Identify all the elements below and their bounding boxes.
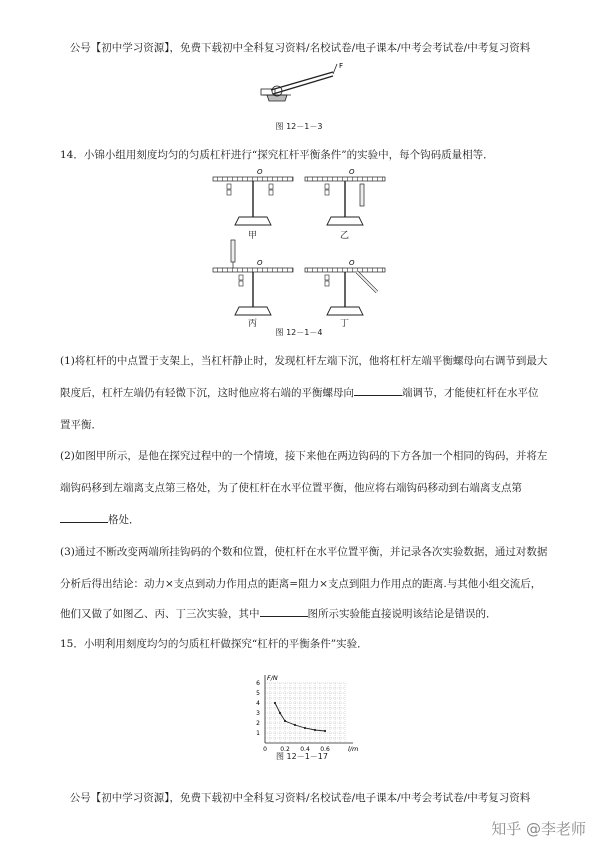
q14-p1-line2 (60, 385, 539, 400)
force-label: F (339, 62, 344, 70)
y-tick-label: 6 (256, 680, 260, 687)
y-tick-label: 4 (256, 700, 260, 707)
figure-12-1-4-caption: 图 12－1－4 (275, 328, 323, 337)
label-yi: 乙 (340, 231, 350, 241)
q14-p2-line3-tail: 格处． (108, 514, 140, 526)
q14-p2-line3 (60, 512, 140, 527)
answer-blank-2[interactable] (60, 513, 108, 523)
x-axis-label: l/m (348, 745, 358, 753)
svg-text:O: O (349, 168, 355, 176)
svg-text:O: O (349, 259, 355, 267)
label-jia: 甲 (248, 231, 258, 241)
y-tick-label: 1 (256, 730, 260, 737)
answer-blank-3[interactable] (260, 607, 308, 617)
lever-jia (213, 168, 293, 225)
label-ding: 丁 (340, 319, 350, 329)
q15-text: 15．小明利用刻度均匀的匀质杠杆做探究“杠杆的平衡条件”实验． (60, 638, 368, 650)
x-tick-label: 0 (263, 746, 267, 753)
q14-p3-line3-tail: 图所示实验能直接说明该结论是错误的． (307, 608, 497, 620)
data-point (324, 730, 326, 732)
q14-p2-line1: (2)如图甲所示，是他在探究过程中的一个情境，接下来他在两边钩码的下方各加一个相同的钩码，并将左 (60, 450, 548, 462)
q14-p3-line3-text: 他们又做了如图乙、丙、丁三次实验，其中 (60, 608, 260, 620)
q14-p3-line2: 分析后得出结论：动力×支点到动力作用点的距离=阻力×支点到阻力作用点的距离.与其他小组交流后， (60, 578, 542, 590)
data-point (294, 724, 296, 726)
q14-p2-line2: 端钩码移到左端离支点第三格处，为了使杠杆在水平位置平衡，他应将右端钩码移动到右端离支点第 (60, 482, 522, 494)
lever-bing (213, 240, 293, 315)
svg-text:O: O (257, 168, 263, 176)
watermark: 知乎 @李老师 (491, 820, 586, 838)
x-tick-label: 0.4 (300, 746, 310, 753)
y-axis-label: F/N (267, 674, 278, 682)
figure-12-1-3-caption: 图 12－1－3 (275, 122, 323, 131)
figure-12-1-3 (255, 60, 345, 108)
q14-p3-line3 (60, 606, 497, 621)
x-tick-label: 0.6 (320, 746, 330, 753)
q14-p1-line1: (1)将杠杆的中点置于支架上，当杠杆静止时，发现杠杆左端下沉，他将杠杆左端平衡螺母向右调节到最大 (60, 355, 548, 367)
data-point (304, 727, 306, 729)
data-point (284, 720, 286, 722)
answer-blank-1[interactable] (354, 386, 402, 396)
figure-12-1-17-chart (243, 673, 358, 753)
figure-12-1-4 (205, 165, 395, 325)
q14-text: 14．小锦小组用刻度均匀的匀质杠杆进行“探究杠杆平衡条件”的实验中，每个钩码质量相等． (60, 149, 494, 161)
q14-p3-line1: (3)通过不断改变两端所挂钩码的个数和位置，使杠杆在水平位置平衡，并记录各次实验数据，通过对数据 (60, 546, 548, 558)
y-tick-label: 5 (256, 690, 260, 697)
y-tick-label: 3 (256, 710, 260, 717)
q14-p1-line2-tail: 端调节，才能使杠杆在水平位 (402, 387, 539, 399)
lever-yi (305, 168, 385, 225)
data-point (274, 702, 276, 704)
figure-12-1-17-caption: 图 12－1－17 (276, 752, 328, 761)
svg-text:O: O (257, 259, 263, 267)
label-bing: 丙 (248, 319, 258, 329)
x-tick-label: 0.2 (280, 746, 290, 753)
page-header: 公号【初中学习资源】，免费下载初中全科复习资料/名校试卷/电子课本/中考会考试卷/中考复习资料 (69, 42, 531, 54)
data-point (314, 729, 316, 731)
q14-p1-line3: 置平衡． (60, 419, 102, 431)
data-point (279, 712, 281, 714)
q14-p1-line2-text: 限度后，杠杆左端仍有轻微下沉，这时他应将右端的平衡螺母向 (60, 387, 354, 399)
lever-ding (305, 259, 385, 315)
page-footer: 公号【初中学习资源】，免费下载初中全科复习资料/名校试卷/电子课本/中考会考试卷/中考复习资料 (69, 792, 531, 804)
y-tick-label: 2 (256, 720, 260, 727)
